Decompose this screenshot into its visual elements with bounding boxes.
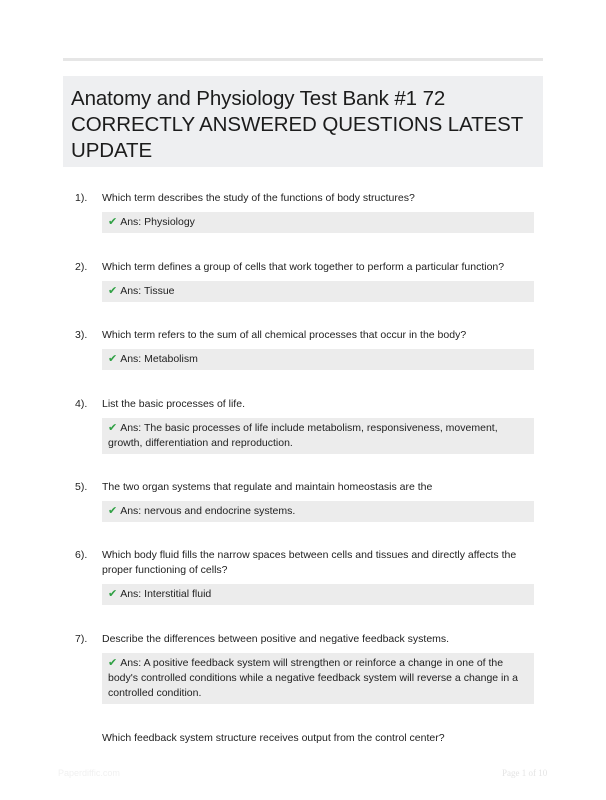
question-row [75,731,545,746]
question-row [75,397,545,412]
question-text: Which term refers to the sum of all chemical processes that occur in the body? [102,329,467,341]
answer-text: Ans: Metabolism [120,353,198,365]
question-block [75,260,545,302]
check-icon: ✔ [108,353,118,365]
answer-box [102,418,534,454]
answer-box [102,584,534,605]
question-text: Which term describes the study of the functions of body structures? [102,192,415,204]
question-row [75,632,545,647]
question-number: 2). [75,261,88,273]
answer-box [102,281,534,302]
question-number: 6). [75,549,88,561]
question-block [75,548,545,605]
answer-box [102,653,534,704]
question-block [75,191,545,233]
question-number: 4). [75,398,88,410]
title-banner [63,76,543,167]
footer-watermark: Paperdiffic.com [58,768,120,778]
question-block [75,632,545,704]
question-block [75,480,545,522]
answer-text: Ans: Interstitial fluid [120,588,212,600]
question-text: List the basic processes of life. [102,398,245,410]
question-number: 3). [75,329,88,341]
question-row [75,191,545,206]
page-number: Page 1 of 10 [502,768,548,778]
answer-text: Ans: nervous and endocrine systems. [120,505,296,517]
answer-box [102,212,534,233]
page-title: Anatomy and Physiology Test Bank #1 72 CORRECTLY ANSWERED QUESTIONS LATEST UPDATE [71,87,523,162]
question-text: Which term defines a group of cells that work together to perform a particular function? [102,261,505,273]
answer-text: Ans: A positive feedback system will strengthen or reinforce a change in one of the body's controlled conditions while a negative feedback system will reverse a change in a controlled condition. [108,657,518,699]
answer-text: Ans: Tissue [120,285,175,297]
question-row [75,328,545,343]
check-icon: ✔ [108,657,118,669]
check-icon: ✔ [108,422,118,434]
question-row [75,480,545,495]
question-number: 5). [75,481,88,493]
question-block [75,328,545,370]
header-divider [63,58,543,61]
check-icon: ✔ [108,285,118,297]
answer-text: Ans: The basic processes of life include metabolism, responsiveness, movement, growth, differentiation and reproduction. [108,422,498,449]
question-text: Which body fluid fills the narrow spaces between cells and tissues and directly affects the proper functioning of cells? [102,549,517,576]
question-block [75,397,545,454]
answer-box [102,501,534,522]
question-text: Which feedback system structure receives output from the control center? [102,732,445,744]
answer-box [102,349,534,370]
check-icon: ✔ [108,216,118,228]
question-number: 1). [75,192,88,204]
question-number: 7). [75,633,88,645]
check-icon: ✔ [108,505,118,517]
question-text: The two organ systems that regulate and maintain homeostasis are the [102,481,433,493]
question-row [75,548,545,578]
question-text: Describe the differences between positive and negative feedback systems. [102,633,450,645]
check-icon: ✔ [108,588,118,600]
answer-text: Ans: Physiology [120,216,195,228]
question-block [75,731,545,746]
question-row [75,260,545,275]
